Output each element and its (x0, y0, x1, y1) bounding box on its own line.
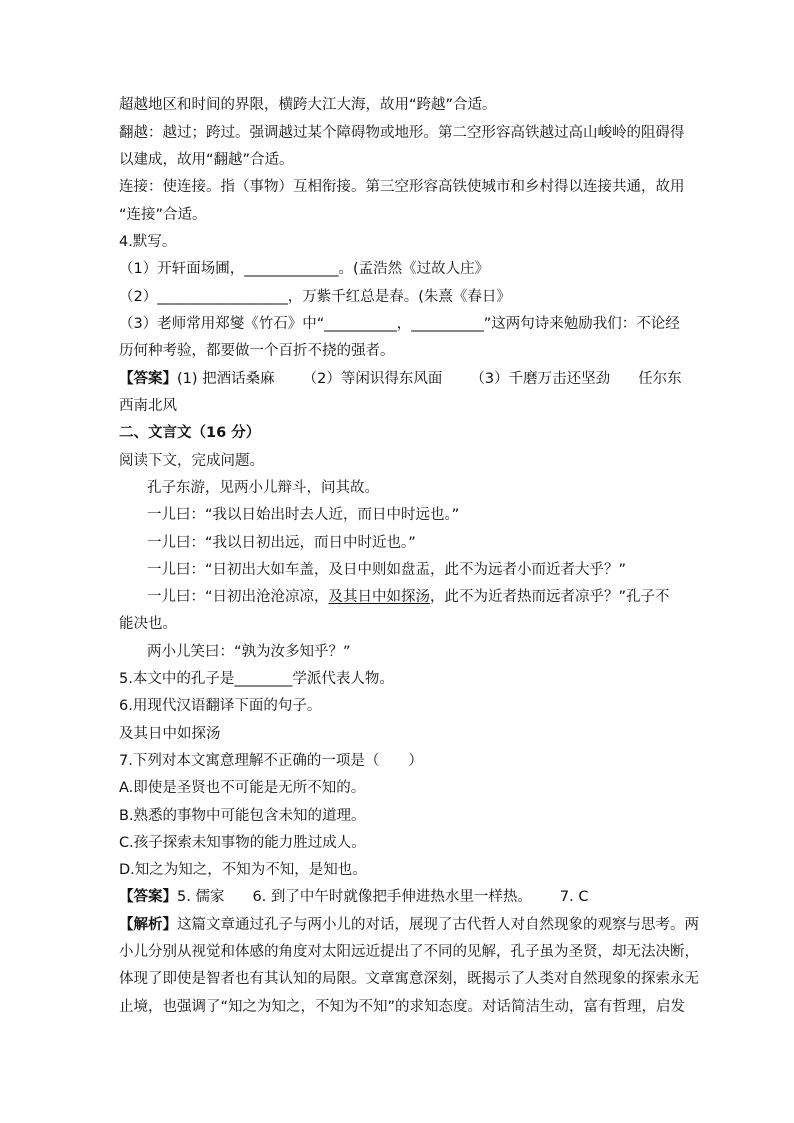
text-segment: ，万紫千红总是春。(朱熹《春日》 (287, 289, 511, 305)
answer-blank: __________ (411, 316, 484, 332)
passage-line: 一儿曰：“日初出大如车盖，及日中则如盘盂，此不为远者小而近者大乎？” (147, 562, 627, 578)
text-segment: （2） (119, 289, 158, 305)
question-5 (119, 669, 394, 689)
text-line: 历何种考验，都要做一个百折不挠的强者。 (119, 343, 395, 359)
analysis-line: 止境，也强调了“知之为知之，不知为不知”的求知态度。对话简洁生动，富有哲理，启发 (119, 999, 686, 1015)
text-segment: 学派代表人物。 (292, 671, 394, 687)
passage-line: 两小儿笑曰：“孰为汝多知乎？” (147, 644, 351, 660)
text-segment: ，此不为近者热而远者凉乎？”孔子不 (430, 589, 670, 605)
answer-line (119, 887, 588, 907)
option-a: A.即使是圣贤也不可能是无所不知的。 (119, 780, 366, 796)
answer-item: (1) 把酒话桑麻 (177, 371, 275, 387)
answer-item: （3）千磨万击还坚劲 (470, 371, 611, 387)
instruction-line: 阅读下文，完成问题。 (119, 453, 264, 469)
text-segment: （1）开轩面场圃， (119, 261, 245, 277)
question-4-item-1 (119, 259, 489, 279)
text-segment: ， (396, 316, 412, 332)
answer-label: 【答案】 (119, 889, 177, 905)
option-d: D.知之为知之，不知为不知，是知也。 (119, 862, 367, 878)
passage-line: 一儿曰：“我以日始出时去人近，而日中时远也。” (147, 507, 460, 523)
analysis-line: 体现了即使是智者也有其认知的局限。文章寓意深刻，既揭示了人类对自然现象的探索永无 (119, 971, 699, 987)
analysis-line (119, 915, 699, 935)
question-6: 6.用现代汉语翻译下面的句子。 (119, 698, 322, 714)
passage-line (147, 587, 670, 607)
answer-line (119, 369, 682, 389)
underlined-sentence: 及其日中如探汤 (328, 589, 431, 605)
section-heading: 二、文言文（16 分） (119, 425, 261, 441)
question-7: 7.下列对本文寓意理解不正确的一项是（ ） (119, 753, 423, 769)
passage-line: 孔子东游，见两小儿辩斗，问其故。 (147, 480, 379, 496)
text-line: 连接：使连接。指（事物）互相衔接。第三空形容高铁使城市和乡村得以连接共通，故用 (119, 179, 685, 195)
text-segment: 5.本文中的孔子是 (119, 671, 235, 687)
answer-item: （2）等闲识得东风面 (302, 371, 443, 387)
text-line: “连接”合适。 (119, 207, 207, 223)
question-4-item-3 (119, 314, 680, 334)
passage-line: 一儿曰：“我以日初出远，而日中时近也。” (147, 535, 416, 551)
answer-blank: ________ (234, 671, 293, 687)
option-c: C.孩子探索未知事物的能力胜过成人。 (119, 835, 366, 851)
text-line: 翻越：越过；跨过。强调越过某个障碍物或地形。第二空形容高铁越过高山峻岭的阻碍得 (119, 125, 685, 141)
question-4-heading: 4.默写。 (119, 234, 177, 250)
question-4-item-2 (119, 287, 511, 307)
text-segment: 一儿曰：“日初出沧沧凉凉， (147, 589, 329, 605)
answer-item: 5. 儒家 (177, 889, 225, 905)
question-6-sentence: 及其日中如探汤 (119, 726, 221, 742)
answer-item: 6. 到了中午时就像把手伸进热水里一样热。 (252, 889, 532, 905)
text-segment: ”这两句诗来勉励我们：不论经 (483, 316, 680, 332)
text-line: 以建成，故用“翻越”合适。 (119, 152, 294, 168)
answer-blank: __________________ (157, 289, 288, 305)
option-b: B.熟悉的事物中可能包含未知的道理。 (119, 808, 366, 824)
answer-item: 7. C (559, 889, 589, 905)
answer-blank: _____________ (244, 261, 339, 277)
analysis-label: 【解析】 (119, 917, 177, 933)
passage-line: 能决也。 (119, 616, 177, 632)
answer-label: 【答案】 (119, 371, 177, 387)
text-line: 西南北风 (119, 398, 177, 414)
text-segment: 。(孟浩然《过故人庄》 (338, 261, 490, 277)
answer-item: 任尔东 (638, 371, 682, 387)
analysis-line: 小儿分别从视觉和体感的角度对太阳远近提出了不同的见解，孔子虽为圣贤，却无法决断， (119, 944, 699, 960)
answer-blank: __________ (324, 316, 397, 332)
text-line: 超越地区和时间的界限，横跨大江大海，故用“跨越”合适。 (119, 97, 497, 113)
text-segment: （3）老师常用郑燮《竹石》中“ (119, 316, 325, 332)
text-segment: 这篇文章通过孔子与两小儿的对话，展现了古代哲人对自然现象的观察与思考。两 (177, 917, 699, 933)
